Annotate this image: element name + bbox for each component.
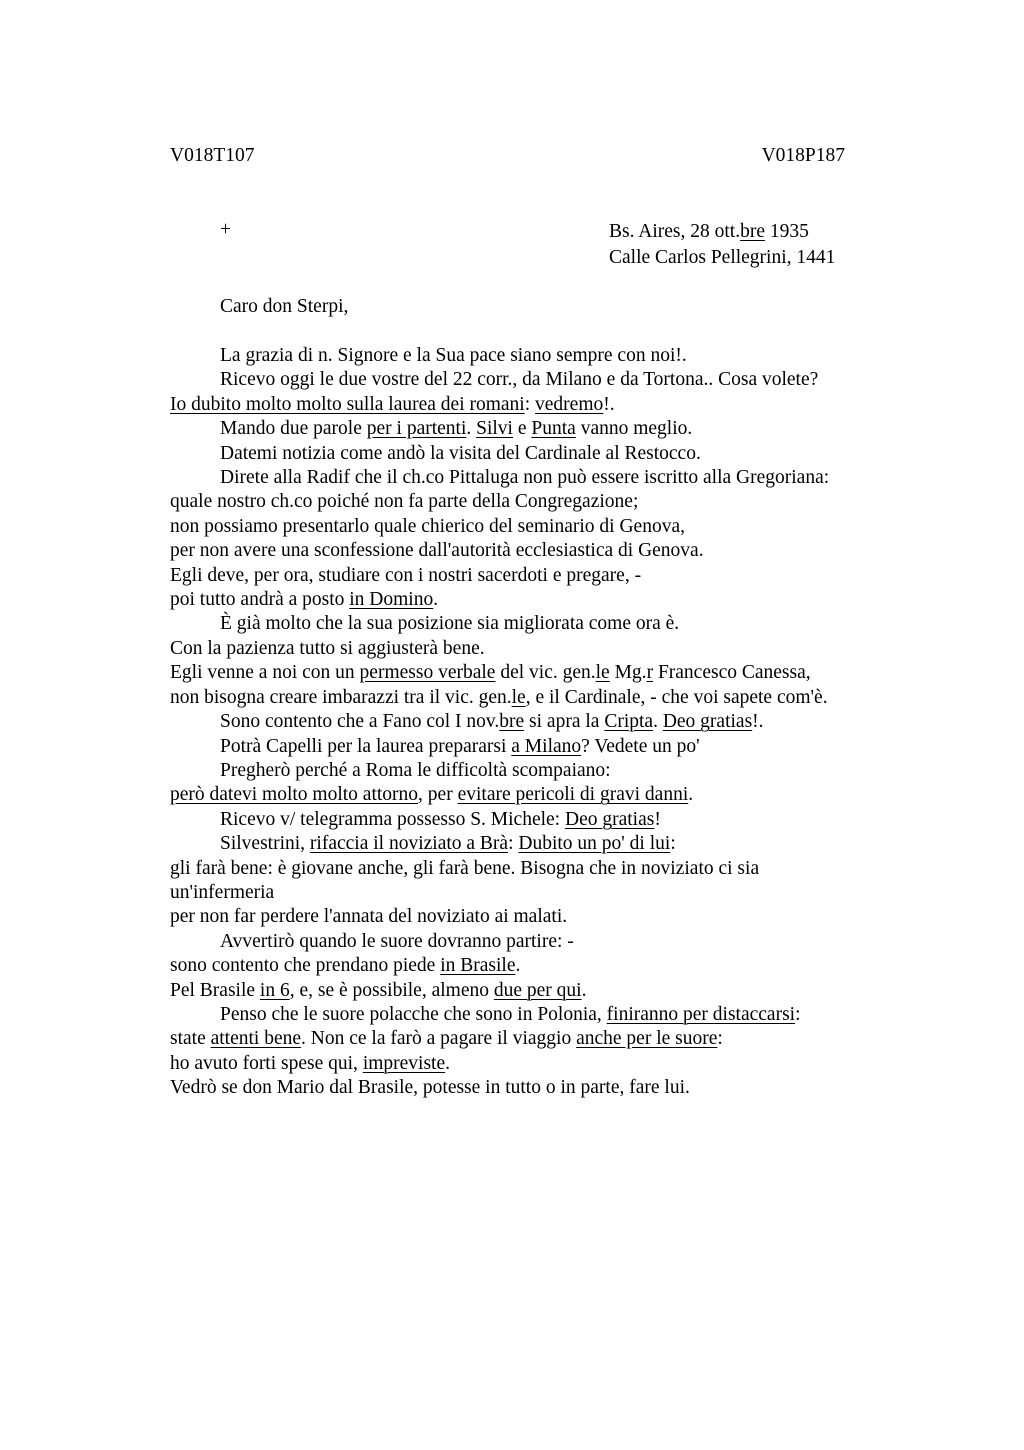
body-line [170, 344, 930, 368]
text-segment: , per [418, 784, 458, 806]
text-segment: : [524, 393, 536, 415]
body-line [170, 612, 930, 636]
underlined-text-segment: Cripta [604, 711, 654, 733]
text-segment: . [688, 784, 694, 806]
text-segment: ho avuto forti spese qui, [170, 1052, 363, 1074]
body-line [170, 442, 930, 466]
text-segment: 1935 [765, 221, 809, 242]
text-segment: !. [603, 393, 615, 415]
text-segment: !. [752, 711, 764, 733]
text-segment: ? Vedete un po' [581, 735, 700, 757]
body-line [170, 808, 930, 832]
text-segment: : [508, 833, 519, 855]
underlined-text-segment: evitare pericoli di gravi danni [457, 784, 689, 806]
body-line [170, 735, 930, 759]
body-line [170, 393, 930, 417]
text-segment: Pregherò perché a Roma le difficoltà scompaiano: [220, 759, 611, 781]
text-segment: Egli deve, per ora, studiare con i nostri sacerdoti e pregare, - [170, 564, 642, 586]
text-segment: ! [654, 808, 661, 830]
text-segment: : [670, 833, 676, 855]
text-segment: , e, se è possibile, almeno [289, 979, 494, 1001]
body-line [170, 515, 930, 539]
underlined-text-segment: in 6 [259, 979, 290, 1001]
text-segment: Francesco Canessa, [653, 662, 811, 684]
body-line [170, 1076, 930, 1100]
body-line [170, 661, 930, 685]
text-segment: . Non ce la farò a pagare il viaggio [301, 1028, 577, 1050]
text-segment: Bs. Aires, 28 ott. [609, 221, 741, 242]
underlined-text-segment: Punta [531, 418, 576, 440]
text-segment: Pel Brasile [170, 979, 260, 1001]
text-segment: . [581, 979, 587, 1001]
text-segment: del vic. gen. [495, 662, 596, 684]
text-segment: . [445, 1052, 451, 1074]
body-line [170, 588, 930, 612]
body-line [170, 490, 930, 514]
underlined-text-segment: bre [740, 221, 765, 242]
text-segment: state [170, 1028, 211, 1050]
text-segment: per non avere una sconfessione dall'autorità ecclesiastica di Genova. [170, 540, 704, 562]
body-line [170, 417, 930, 441]
body-line [170, 905, 930, 929]
body-line [170, 1052, 930, 1076]
text-segment: La grazia di n. Signore e la Sua pace siano sempre con noi!. [220, 345, 687, 366]
underlined-text-segment: a Milano [511, 735, 582, 757]
text-segment: Mando due parole [220, 418, 367, 440]
text-segment: : [717, 1028, 723, 1050]
text-segment: . [515, 955, 521, 977]
text-segment: per non far perdere l'annata del noviziato ai malati. [170, 906, 568, 928]
underlined-text-segment: in Domino [349, 589, 434, 611]
text-segment: non bisogna creare imbarazzi tra il vic. gen. [170, 686, 512, 708]
salutation: Caro don Sterpi, [220, 296, 349, 317]
underlined-text-segment: le [511, 686, 526, 708]
text-segment: Direte alla Radif che il ch.co Pittaluga non può essere iscritto alla Gregoriana: [220, 467, 830, 489]
text-segment: Mg. [609, 662, 647, 684]
dateline [609, 219, 835, 245]
text-segment: Potrà Capelli per la laurea prepararsi [220, 735, 512, 757]
text-segment: Penso che le suore polacche che sono in Polonia, [220, 1003, 607, 1025]
text-segment: Ricevo oggi le due vostre del 22 corr., da Milano e da Tortona.. Cosa volete? [220, 369, 819, 391]
text-segment: non possiamo presentarlo quale chierico del seminario di Genova, [170, 515, 685, 537]
text-segment: È già molto che la sua posizione sia migliorata come ora è. [220, 613, 680, 635]
cross-mark: + [220, 219, 231, 240]
text-segment: gli farà bene: è giovane anche, gli farà bene. Bisogna che in noviziato ci sia [170, 857, 760, 879]
text-segment: vanno meglio. [575, 418, 693, 440]
body-line [170, 783, 930, 807]
body-line [170, 686, 930, 710]
underlined-text-segment: attenti bene [210, 1028, 302, 1050]
text-segment: si apra la [524, 711, 605, 733]
underlined-text-segment: impreviste [362, 1052, 446, 1074]
text-segment: Egli venne a noi con un [170, 662, 360, 684]
underlined-text-segment: permesso verbale [359, 662, 496, 684]
body-line [170, 930, 930, 954]
text-segment: : [795, 1003, 801, 1025]
text-segment: Avvertirò quando le suore dovranno partire: - [220, 930, 574, 952]
underlined-text-segment: Silvi [476, 418, 513, 440]
underlined-text-segment: le [595, 662, 610, 684]
body-line [170, 759, 930, 783]
underlined-text-segment: Io dubito molto molto sulla laurea dei romani [170, 393, 525, 415]
text-segment: poi tutto andrà a posto [170, 589, 350, 611]
text-segment: Datemi notizia come andò la visita del Cardinale al Restocco. [220, 442, 701, 464]
body-line [170, 637, 930, 661]
letter-body [170, 344, 930, 1101]
text-segment: sono contento che prendano piede [170, 955, 441, 977]
body-line [170, 832, 930, 856]
underlined-text-segment: però datevi molto molto attorno [170, 784, 419, 806]
text-segment: . [433, 589, 439, 611]
underlined-text-segment: anche per le suore [576, 1028, 718, 1050]
body-line [170, 857, 930, 881]
underlined-text-segment: Dubito un po' di lui [518, 833, 671, 855]
date-block [609, 219, 835, 271]
archive-code-right: V018P187 [761, 145, 845, 166]
underlined-text-segment: finiranno per distaccarsi [606, 1003, 796, 1025]
body-line [170, 539, 930, 563]
body-line [170, 466, 930, 490]
underlined-text-segment: Deo gratias [662, 711, 753, 733]
underlined-text-segment: in Brasile [440, 955, 516, 977]
text-segment: Con la pazienza tutto si aggiusterà bene. [170, 637, 485, 659]
archive-code-left: V018T107 [170, 145, 255, 166]
underlined-text-segment: rifaccia il noviziato a Brà [309, 833, 509, 855]
text-segment: Sono contento che a Fano col I nov. [220, 711, 500, 733]
text-segment: . [466, 418, 477, 440]
body-line [170, 710, 930, 734]
body-line [170, 368, 930, 392]
underlined-text-segment: bre [499, 711, 525, 733]
underlined-text-segment: per i partenti [366, 418, 467, 440]
text-segment: Vedrò se don Mario dal Brasile, potesse in tutto o in parte, fare lui. [170, 1077, 690, 1099]
underlined-text-segment: r [646, 662, 654, 684]
underlined-text-segment: vedremo [535, 393, 604, 415]
body-line [170, 954, 930, 978]
underlined-text-segment: Deo gratias [564, 808, 655, 830]
underlined-text-segment: due per qui [493, 979, 582, 1001]
text-segment: , e il Cardinale, - che voi sapete com'è. [525, 686, 828, 708]
text-segment: Silvestrini, [220, 833, 310, 855]
body-line [170, 1003, 930, 1027]
body-line [170, 979, 930, 1003]
address-line: Calle Carlos Pellegrini, 1441 [609, 247, 836, 268]
body-line [170, 564, 930, 588]
text-segment: . [653, 711, 663, 733]
text-segment: un'infermeria [170, 881, 275, 903]
text-segment: e [512, 418, 532, 440]
text-segment: Ricevo v/ telegramma possesso S. Michele: [220, 808, 565, 830]
body-line [170, 881, 930, 905]
text-segment: quale nostro ch.co poiché non fa parte della Congregazione; [170, 491, 639, 513]
body-line [170, 1027, 930, 1051]
